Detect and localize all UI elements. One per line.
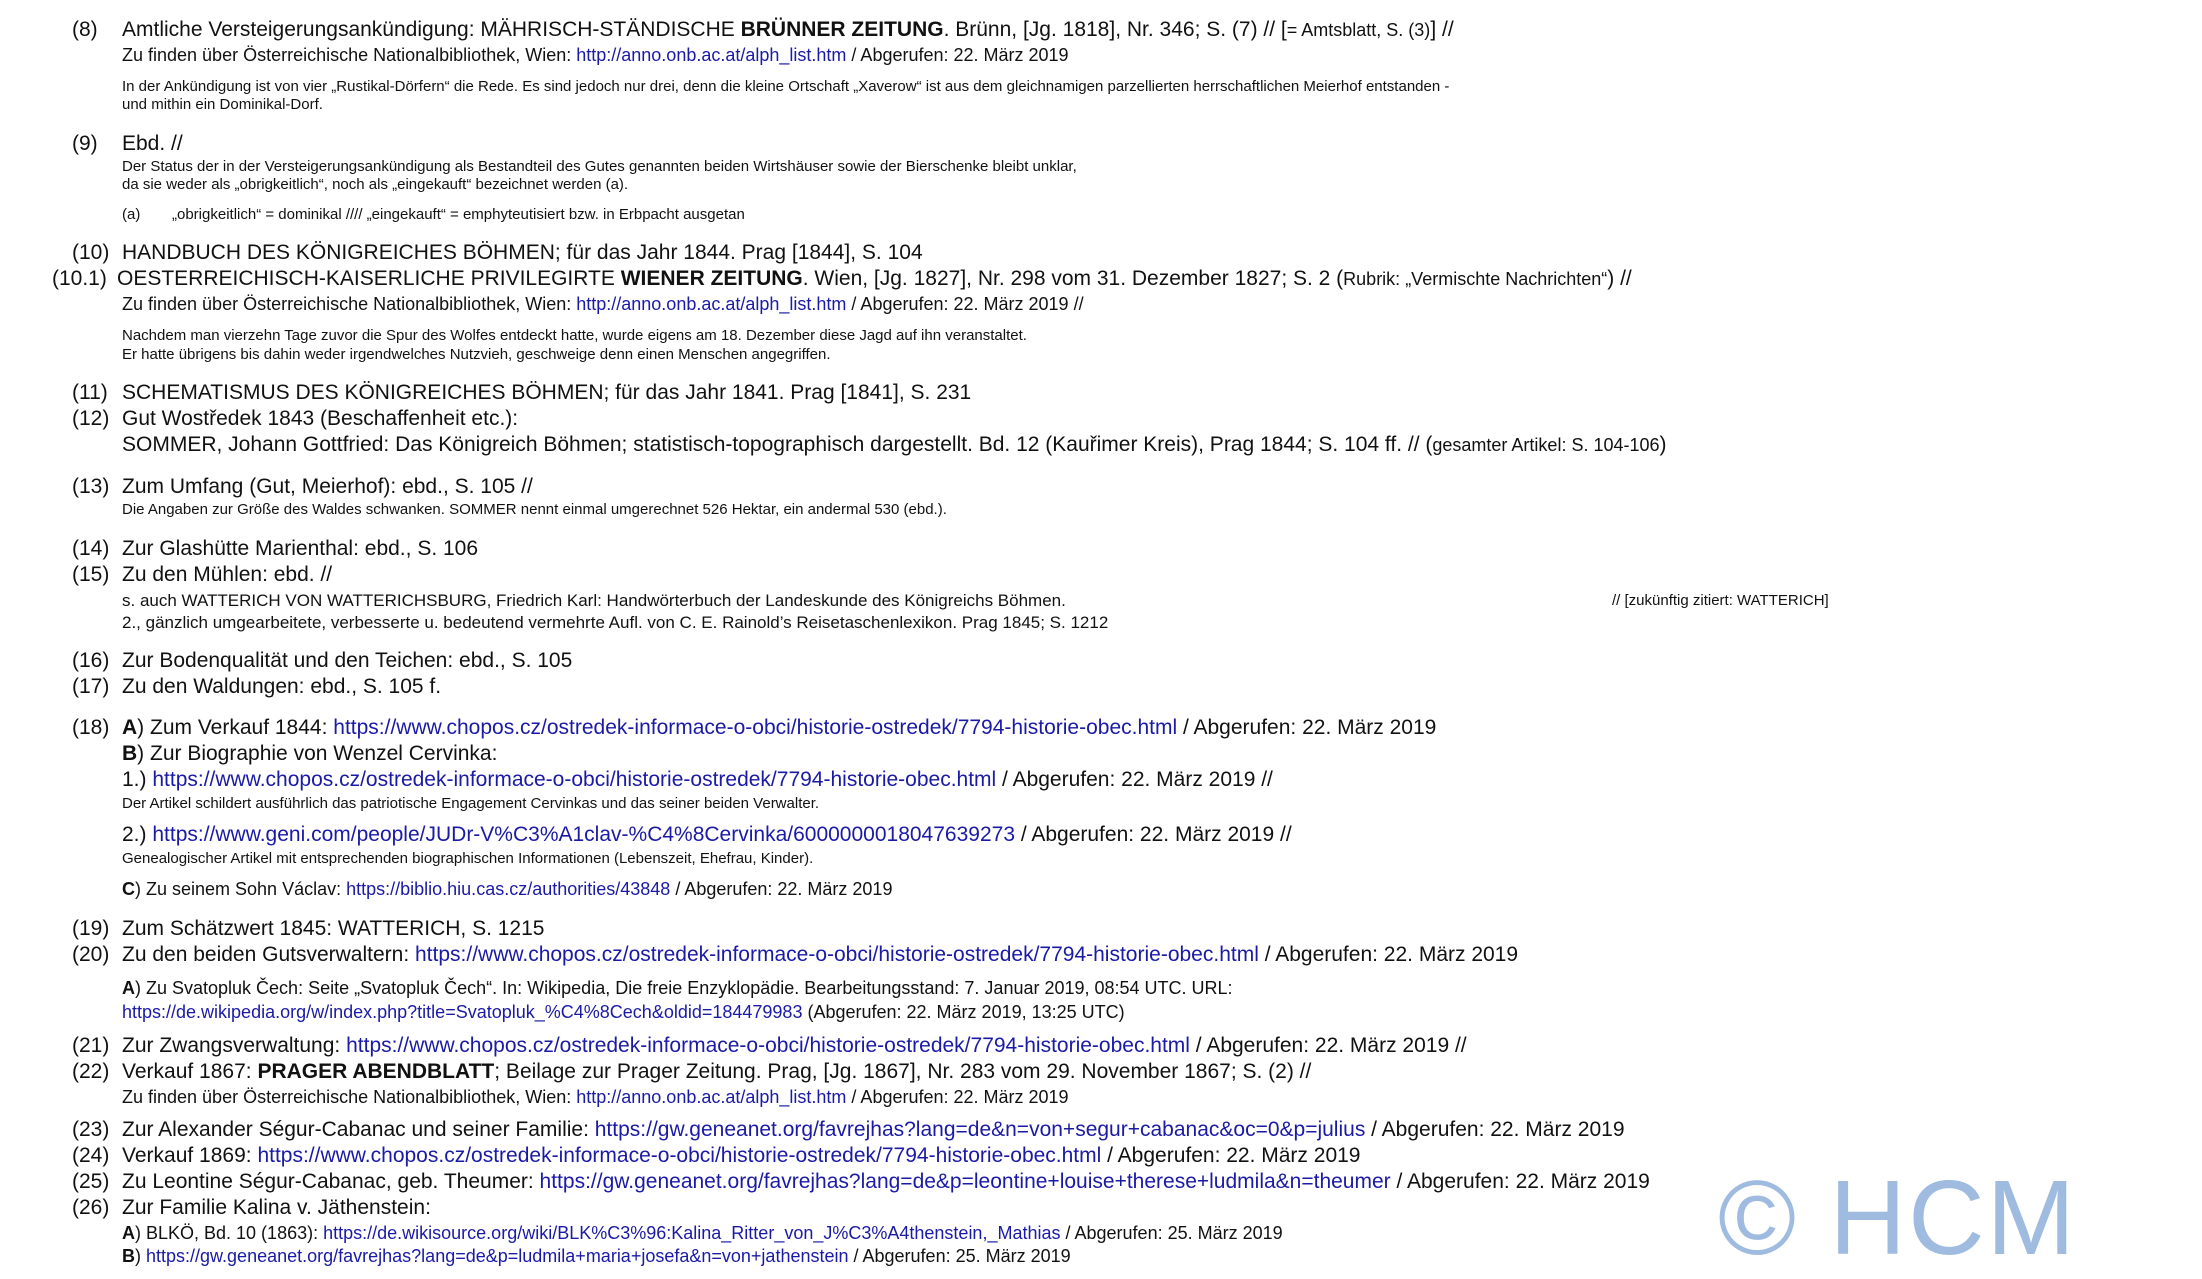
note-10-1-comment-2: Er hatte übrigens bis dahin weder irgendwelches Nutzvieh, geschweige denn einen Menschen angegriffen. [122, 346, 831, 363]
note-15-comment-1: s. auch WATTERICH VON WATTERICHSBURG, Friedrich Karl: Handwörterbuch der Landeskunde des Königreichs Böhmen. [122, 591, 1066, 610]
note-9-number: (9) [72, 132, 98, 155]
note-20-title: Zu den beiden Gutsverwaltern: https://www.chopos.cz/ostredek-informace-o-obci/historie-ostredek/7794-historie-obec.html / Abgerufen: 22. März 2019 [122, 943, 1519, 966]
note-18-number: (18) [72, 716, 110, 739]
note-25-link[interactable]: https://gw.geneanet.org/favrejhas?lang=de&p=leontine+louise+therese+ludmila&n=theumer [539, 1170, 1391, 1193]
note-15-cite-as: // [zukünftig zitiert: WATTERICH] [1612, 592, 1829, 609]
note-16-number: (16) [72, 649, 110, 672]
note-8-source-link[interactable]: http://anno.onb.ac.at/alph_list.htm [576, 45, 847, 65]
note-20-a-link[interactable]: https://de.wikipedia.org/w/index.php?title=Svatopluk_%C4%8Cech&oldid=184479983 [122, 1002, 803, 1022]
note-10-number: (10) [72, 241, 110, 264]
note-21-title: Zur Zwangsverwaltung: https://www.chopos.cz/ostredek-informace-o-obci/historie-ostredek/7794-historie-obec.html / Abgerufen: 22. März 2019 // [122, 1034, 1467, 1057]
note-18-a: A) Zum Verkauf 1844: https://www.chopos.cz/ostredek-informace-o-obci/historie-ostredek/7794-historie-obec.html / Abgerufen: 22. März 2019 [122, 716, 1437, 739]
note-20-link[interactable]: https://www.chopos.cz/ostredek-informace-o-obci/historie-ostredek/7794-historie-obec.html [415, 943, 1259, 966]
note-19-number: (19) [72, 917, 110, 940]
note-23-link[interactable]: https://gw.geneanet.org/favrejhas?lang=de&n=von+segur+cabanac&oc=0&p=julius [594, 1118, 1366, 1141]
note-21-number: (21) [72, 1034, 110, 1057]
note-9-comment-2: da sie weder als „obrigkeitlich“, noch als „eingekauft“ bezeichnet werden (a). [122, 176, 629, 193]
note-24-number: (24) [72, 1144, 110, 1167]
note-10-title: HANDBUCH DES KÖNIGREICHES BÖHMEN; für das Jahr 1844. Prag [1844], S. 104 [122, 241, 923, 264]
note-26-title: Zur Familie Kalina v. Jäthenstein: [122, 1196, 431, 1219]
note-24-title: Verkauf 1869: https://www.chopos.cz/ostredek-informace-o-obci/historie-ostredek/7794-historie-obec.html / Abgerufen: 22. März 2019 [122, 1144, 1361, 1167]
note-21-link[interactable]: https://www.chopos.cz/ostredek-informace-o-obci/historie-ostredek/7794-historie-obec.html [346, 1034, 1190, 1057]
note-14-title: Zur Glashütte Marienthal: ebd., S. 106 [122, 537, 479, 560]
note-12-number: (12) [72, 407, 110, 430]
note-26-a: A) BLKÖ, Bd. 10 (1863): https://de.wikisource.org/wiki/BLK%C3%96:Kalina_Ritter_von_J%C3%A4thenstein,_Mathias / Abgerufen: 25. März 2019 [122, 1223, 1283, 1243]
note-11-title: SCHEMATISMUS DES KÖNIGREICHES BÖHMEN; für das Jahr 1841. Prag [1841], S. 231 [122, 381, 972, 404]
note-26-a-link[interactable]: https://de.wikisource.org/wiki/BLK%C3%96:Kalina_Ritter_von_J%C3%A4thenstein,_Mathias [323, 1223, 1061, 1243]
note-18-item-1-link[interactable]: https://www.chopos.cz/ostredek-informace-o-obci/historie-ostredek/7794-historie-obec.html [152, 768, 997, 791]
note-9-a-label: (a) [122, 206, 141, 223]
note-9-comment-1: Der Status der in der Versteigerungsankündigung als Bestandteil des Gutes genannten beiden Wirtshäuser sowie der Bierschenke bleibt unklar, [122, 158, 1077, 175]
note-15-title: Zu den Mühlen: ebd. // [122, 563, 333, 586]
note-23-number: (23) [72, 1118, 110, 1141]
note-26-number: (26) [72, 1196, 110, 1219]
note-18-item-2-link[interactable]: https://www.geni.com/people/JUDr-V%C3%A1clav-%C4%8Cervinka/6000000018047639273 [152, 823, 1015, 846]
note-22-number: (22) [72, 1060, 110, 1083]
note-10-1-source: Zu finden über Österreichische Nationalbibliothek, Wien: http://anno.onb.ac.at/alph_list.htm / Abgerufen: 22. März 2019 // [122, 294, 1084, 314]
note-8-comment-2: und mithin ein Dominikal-Dorf. [122, 96, 323, 113]
note-13-number: (13) [72, 475, 110, 498]
note-18-b: B) Zur Biographie von Wenzel Cervinka: [122, 742, 498, 765]
note-18-a-link[interactable]: https://www.chopos.cz/ostredek-informace-o-obci/historie-ostredek/7794-historie-obec.html [333, 716, 1178, 739]
note-25-number: (25) [72, 1170, 110, 1193]
note-22-source-link[interactable]: http://anno.onb.ac.at/alph_list.htm [576, 1087, 847, 1107]
note-9-title: Ebd. // [122, 132, 183, 155]
note-17-number: (17) [72, 675, 110, 698]
note-26-b: B) https://gw.geneanet.org/favrejhas?lang=de&p=ludmila+maria+josefa&n=von+jathenstein / Abgerufen: 25. März 2019 [122, 1246, 1071, 1266]
note-10-1-title: OESTERREICHISCH-KAISERLICHE PRIVILEGIRTE WIENER ZEITUNG. Wien, [Jg. 1827], Nr. 298 vom 31. Dezember 1827; S. 2 (Rubrik: „Vermischte Nachrichten“) // [117, 267, 1632, 290]
note-14-number: (14) [72, 537, 110, 560]
note-18-c: C) Zu seinem Sohn Václav: https://biblio.hiu.cas.cz/authorities/43848 / Abgerufen: 22. März 2019 [122, 879, 893, 899]
note-18-item-1-comment: Der Artikel schildert ausführlich das patriotische Engagement Cervinkas und das seiner beiden Verwalter. [122, 795, 820, 812]
note-22-title: Verkauf 1867: PRAGER ABENDBLATT; Beilage zur Prager Zeitung. Prag, [Jg. 1867], Nr. 283 vom 29. November 1867; S. (2) // [122, 1060, 1312, 1083]
note-15-number: (15) [72, 563, 110, 586]
note-20-a-url: https://de.wikipedia.org/w/index.php?title=Svatopluk_%C4%8Cech&oldid=184479983 (Abgerufen: 22. März 2019, 13:25 UTC) [122, 1002, 1125, 1022]
note-17-title: Zu den Waldungen: ebd., S. 105 f. [122, 675, 442, 698]
note-18-item-1: 1.) https://www.chopos.cz/ostredek-informace-o-obci/historie-ostredek/7794-historie-obec.html / Abgerufen: 22. März 2019 // [122, 768, 1273, 791]
note-12-title: Gut Wostředek 1843 (Beschaffenheit etc.): [122, 407, 519, 430]
note-18-c-link[interactable]: https://biblio.hiu.cas.cz/authorities/43848 [346, 879, 671, 899]
note-12-reference: SOMMER, Johann Gottfried: Das Königreich Böhmen; statistisch-topographisch dargestellt. Bd. 12 (Kauřimer Kreis), Prag 1844; S. 104 ff. // (gesamter Artikel: S. 104-106) [122, 433, 1667, 456]
note-26-b-link[interactable]: https://gw.geneanet.org/favrejhas?lang=de&p=ludmila+maria+josefa&n=von+jathenstein [146, 1246, 849, 1266]
note-10-1-source-link[interactable]: http://anno.onb.ac.at/alph_list.htm [576, 294, 847, 314]
note-9-a-text: „obrigkeitlich“ = dominikal //// „eingekauft“ = emphyteutisiert bzw. in Erbpacht ausgetan [172, 206, 745, 223]
note-10-1-comment-1: Nachdem man vierzehn Tage zuvor die Spur des Wolfes entdeckt hatte, wurde eigens am 18. Dezember diese Jagd auf ihn veranstaltet. [122, 327, 1027, 344]
note-25-title: Zu Leontine Ségur-Cabanac, geb. Theumer: https://gw.geneanet.org/favrejhas?lang=de&p=leontine+louise+therese+ludmila&n=theumer / Abgerufen: 22. März 2019 [122, 1170, 1650, 1193]
note-13-title: Zum Umfang (Gut, Meierhof): ebd., S. 105 // [122, 475, 533, 498]
copyright-watermark: © HCM [1718, 1159, 2077, 1277]
note-8-number: (8) [72, 18, 98, 41]
note-24-link[interactable]: https://www.chopos.cz/ostredek-informace-o-obci/historie-ostredek/7794-historie-obec.html [257, 1144, 1102, 1167]
note-18-item-2: 2.) https://www.geni.com/people/JUDr-V%C3%A1clav-%C4%8Cervinka/6000000018047639273 / Abgerufen: 22. März 2019 // [122, 823, 1292, 846]
note-8-source: Zu finden über Österreichische Nationalbibliothek, Wien: http://anno.onb.ac.at/alph_list.htm / Abgerufen: 22. März 2019 [122, 45, 1069, 65]
note-22-source: Zu finden über Österreichische Nationalbibliothek, Wien: http://anno.onb.ac.at/alph_list.htm / Abgerufen: 22. März 2019 [122, 1087, 1069, 1107]
note-13-comment: Die Angaben zur Größe des Waldes schwanken. SOMMER nennt einmal umgerechnet 526 Hektar, ein andermal 530 (ebd.). [122, 501, 947, 518]
note-8-comment-1: In der Ankündigung ist von vier „Rustikal-Dörfern“ die Rede. Es sind jedoch nur drei, denn die kleine Ortschaft „Xaverow“ ist aus dem gleichnamigen parzellierten herrschaftlichen Meierhof entstanden - [122, 78, 1450, 95]
note-18-item-2-comment: Genealogischer Artikel mit entsprechenden biographischen Informationen (Lebenszeit, Ehefrau, Kinder). [122, 850, 814, 867]
note-19-title: Zum Schätzwert 1845: WATTERICH, S. 1215 [122, 917, 545, 940]
note-11-number: (11) [72, 381, 108, 404]
note-20-number: (20) [72, 943, 110, 966]
note-20-a: A) Zu Svatopluk Čech: Seite „Svatopluk Čech“. In: Wikipedia, Die freie Enzyklopädie. Bearbeitungsstand: 7. Januar 2019, 08:54 UTC. URL: [122, 978, 1233, 998]
note-15-comment-2: 2., gänzlich umgearbeitete, verbesserte u. bedeutend vermehrte Aufl. von C. E. Rainold’s Reisetaschenlexikon. Prag 1845; S. 1212 [122, 613, 1109, 632]
note-8-title: Amtliche Versteigerungsankündigung: MÄHRISCH-STÄNDISCHE BRÜNNER ZEITUNG. Brünn, [Jg. 1818], Nr. 346; S. (7) // [= Amtsblatt, S. (3)] // [122, 18, 1454, 41]
note-23-title: Zur Alexander Ségur-Cabanac und seiner Familie: https://gw.geneanet.org/favrejhas?lang=de&n=von+segur+cabanac&oc=0&p=julius / Abgerufen: 22. März 2019 [122, 1118, 1625, 1141]
note-10-1-number: (10.1) [52, 267, 107, 290]
note-16-title: Zur Bodenqualität und den Teichen: ebd., S. 105 [122, 649, 573, 672]
